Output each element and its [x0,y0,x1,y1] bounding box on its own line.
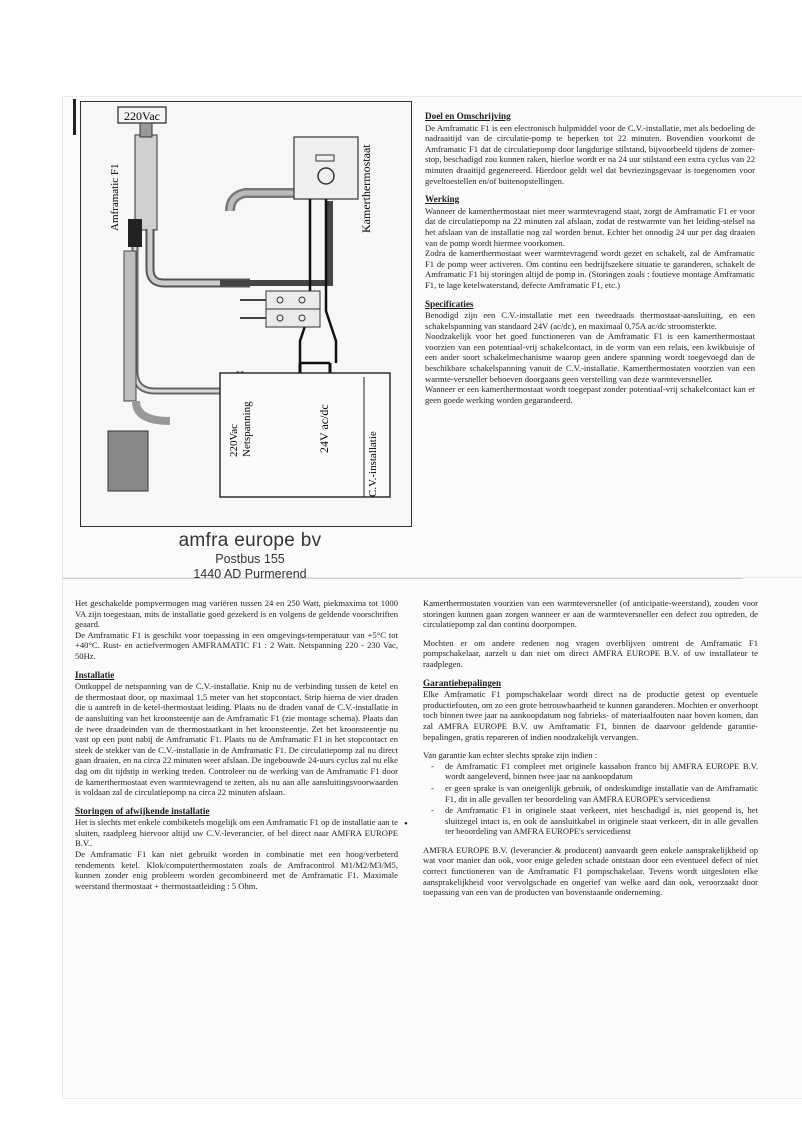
condition-item: - er geen sprake is van oneigenlijk gebruik, of ondeskundige installatie van de Amframatic F1, dit in alle gevallen ter beoordeling van AMFRA EUROPE's servicedienst [445,783,758,804]
company-address-2: 1440 AD Purmerend [193,567,307,581]
intro-2: De Amframatic F1 is geschikt voor toepassing in een omgevings-temperatuur van +5°C tot +40°C. Rust- en actiefvermogen AMFRAMATIC F1 : 2 Watt. Netspanning 220 - 230 Vac, 50Hz. [75,629,398,661]
warmteversneller-section [423,598,758,630]
specificaties-p1: Benodigd zijn een C.V.-installatie met een tweedraads thermostaat-aansluiting, en een schakelspanning van standaard 24V (ac/dc), en maximaal 0,75A ac/dc stroomsterkte. [425,310,755,331]
closing-section [423,845,758,898]
wiring-diagram [80,101,412,527]
closing-text: AMFRA EUROPE B.V. (leverancier & producent) aanvaardt geen enkele aansprakelijkheid op wat voor manier dan ook, voor enige geleden schade ontstaan door een eventueel defect of niet correct functioneren van de Amframatic F1 pompschakelaar. Tevens wordt uitgesloten elke aansprakelijkheid voor vervolgschade en ongerief van welke aard dan ook, veroorzaakt door toepassing van een van de producten van bovenstaande onderneming. [423,844,758,898]
storingen-p1: Het is slechts met enkele combiketels mogelijk om een Amframatic F1 op de installatie aan te sluiten, raadpleeg hiervoor altijd uw C.V.-leverancier, of bel direct naar AMFRA EUROPE B.V.. [75,817,398,849]
installatie-heading: Installatie [75,669,115,680]
specificaties-p3: Wanneer er een kamerthermostaat wordt toegepast zonder potentiaal-vrij schakelcontact kan er geen goede werking worden gegarandeerd. [425,384,755,405]
condition-item: - de Amframatic F1 compleet met originele kassabon franco bij AMFRA EUROPE B.V. wordt aangeleverd, binnen twee jaar na aankoopdatum [445,761,758,782]
company-block [150,530,350,582]
unit-voltage: 220Vac [228,424,240,457]
unit-24v: 24V ac/dc [317,404,331,453]
doel-heading: Doel en Omschrijving [425,111,511,121]
installatie-text: Ontkoppel de netspanning van de C.V.-installatie. Knip nu de verbinding tussen de ketel en de thermostaat door, op maximaal 1,5 meter van het stopcontact. Strip hierna de vier draden die u aantreft in de ketel-thermostaat leiding. Plaats nu de draden vanaf de C.V.-installatie in de aansluiting van het kroonsteentje aan de Amframatic F1 (zie montage schema). Plaats dan de twee draadeinden van de thermostaatkant in het kroonsteentje. Zet het kroonsteentje nu vast op een punt nabij de Amframatic F1. Plaats nu de Amframatic F1 in het stopcontact en steek de stekker van de C.V.-installatie in de Amframatic F1. De circulatiepomp zal nu direct gaan draaien, en na circa 22 minuten weer afslaan. De ingebouwde 24-uurs cyclus zal nu elke dag om dit tijdstip in werking treden. Controleer nu de werking van de Amframatic F1 door de kamerthermostaat even warmtevragend te zetten, als nu aan alle aansluitingsvoorwaarden is voldaan zal de circulatiepomp na circa 22 minuten afslaan. [75,681,398,798]
bottom-right-column [423,598,758,906]
top-right-column [425,111,755,413]
specificaties-p2: Noodzakelijk voor het goed functioneren van de Amframatic F1 is een kamerthermostaat voorzien van een potentiaal-vrij schakelcontact, in de vorm van een relais, een kwikbuisje of een ander soort schakelmechanisme waarop geen andere spanning wordt toegevoegd dan de beschikbare schakelspanning vanuit de C.V.-installatie. Kamerthermostaten voorzien van een warmte-versneller behoeven doorgaans geen verstelling van deze warmteversneller. [425,331,755,384]
installatie-section [75,670,398,798]
voltage-label: 220Vac [124,109,160,123]
garantie-text: Elke Amframatic F1 pompschakelaar wordt direct na de productie getest op eventuele productiefouten, om zo een grote betrouwbaarheid te kunnen garanderen. Mochten er onverhoopt toch binnen twee jaar na aankoopdatum nog fabrieks- of materiaalfouten naar boven komen, dan zal AMFRA EUROPE B.V. uw Amframatic F1, binnen de daarvoor geldende garantie-bepalingen, gratis repareren of indien noodzakelijk vervangen. [423,689,758,742]
werking-p2: Zodra de kamerthermostaat weer warmtevragend wordt gezet en schakelt, zal de Amframatic F1 de pomp weer activeren. Om continu een bedrijfszekere situatie te garanderen, schakelt de Amframatic F1 bij storingen altijd de pomp in. (Storingen zoals : foutieve montage Amframatic F1, te lage ketelwaterstand, defecte Amframatic F1, etc.) [425,248,755,290]
company-address-1: Postbus 155 [215,552,285,566]
unit-cv: C.V.-installatie [367,431,379,497]
conditions-list [423,761,758,837]
garantie-heading: Garantiebepalingen [423,677,502,688]
werking-p1: Wanneer de kamerthermostaat niet meer warmtevragend staat, zorgt de Amframatic F1 er voor dat de circulatiepomp na 22 minuten zal afslaan, zodat de restwarmte van het leiding-stelsel na het afslaan van de installatie nog zal worden benut. Echter het onnodig 24 uur per dag draaien van de pomp wordt hiermee voorkomen. [425,205,755,248]
storingen-section [75,806,398,892]
unit-net: Netspanning [241,401,253,457]
device-label: Amframatic F1 [109,163,121,231]
werking-section [425,194,755,290]
garantie-section [423,678,758,743]
conditions-section [423,750,758,837]
intro-section [75,598,398,662]
vragen-section [423,638,758,670]
storingen-heading: Storingen of afwijkende installatie [75,805,210,816]
condition-item: - de Amframatic F1 in originele staat verkeert, niet beschadigd is, niet geopend is, het sluitzegel intact is, en ook de aansluitkabel in originele staat verkeert, dit in alle gevallen ter beoordeling van AMFRA EUROPE's servicedienst [445,805,758,837]
conditions-intro: Van garantie kan echter slechts sprake zijn indien : [423,750,598,761]
company-name: amfra europe bv [178,530,322,551]
werking-heading: Werking [425,194,460,205]
doel-section [425,111,755,186]
thermostat-label: Kamerthermostaat [359,144,373,233]
intro-1: Het geschakelde pompvermogen mag variëren tussen 24 en 250 Watt, piekmaxima tot 1000 VA zijn toegestaan, mits de installatie goed gezekerd is en volgens de geldende voorschriften geaard. [75,598,398,630]
specificaties-section [425,299,755,406]
margin-dot: • [404,818,408,830]
doel-text: De Amframatic F1 is een electronisch hulpmiddel voor de C.V.-installatie, met als bedoeling de nadraaitijd van de circulatie-pomp te beperken tot 22 minuten. Bovendien voorkomt de Amframatic F1 dat de circulatiepomp door langdurige stilstand, bijvoorbeeld tijdens de zomer-stop, beschadigd zou kunnen raken, hierloe wordt er na 24 uur stilstand een extra cyclus van 22 minuten draaitijd gegenereerd. Hierdoor geldt wel dat bevriezingsgevaar is toegenomen voor geveltoestellen en/of buitenopstellingen. [425,122,755,186]
specificaties-heading: Specificaties [425,298,474,309]
br-p1: Kamerthermostaten voorzien van een warmteversneller (of anticipatie-weerstand), zouden voor storingen kunnen gaan zorgen wanneer er aan de warmteversneller een defect zou optreden, de circulatiepomp zal dan continu doorpompen. [423,598,758,630]
storingen-p2: De Amframatic F1 kan niet gebruikt worden in combinatie met een hoog/verbeterd rendements ketel. Klok/computerthermostaten zoals de Amfracontrol M1/M2/M3/M5, kunnen zonder enig probleem worden gecombineerd met de Amframatic F1. Maximale weerstand thermostaat + thermostaatleiding : 5 Ohm. [75,849,398,891]
br-p2: Mochten er om andere redenen nog vragen overblijven omtrent de Amframatic F1 pompschakelaar, aarzelt u dan niet om direct AMFRA EUROPE B.V. of uw installateur te raadplegen. [423,637,758,669]
margin-bar [73,99,76,135]
bottom-left-column [75,598,398,899]
